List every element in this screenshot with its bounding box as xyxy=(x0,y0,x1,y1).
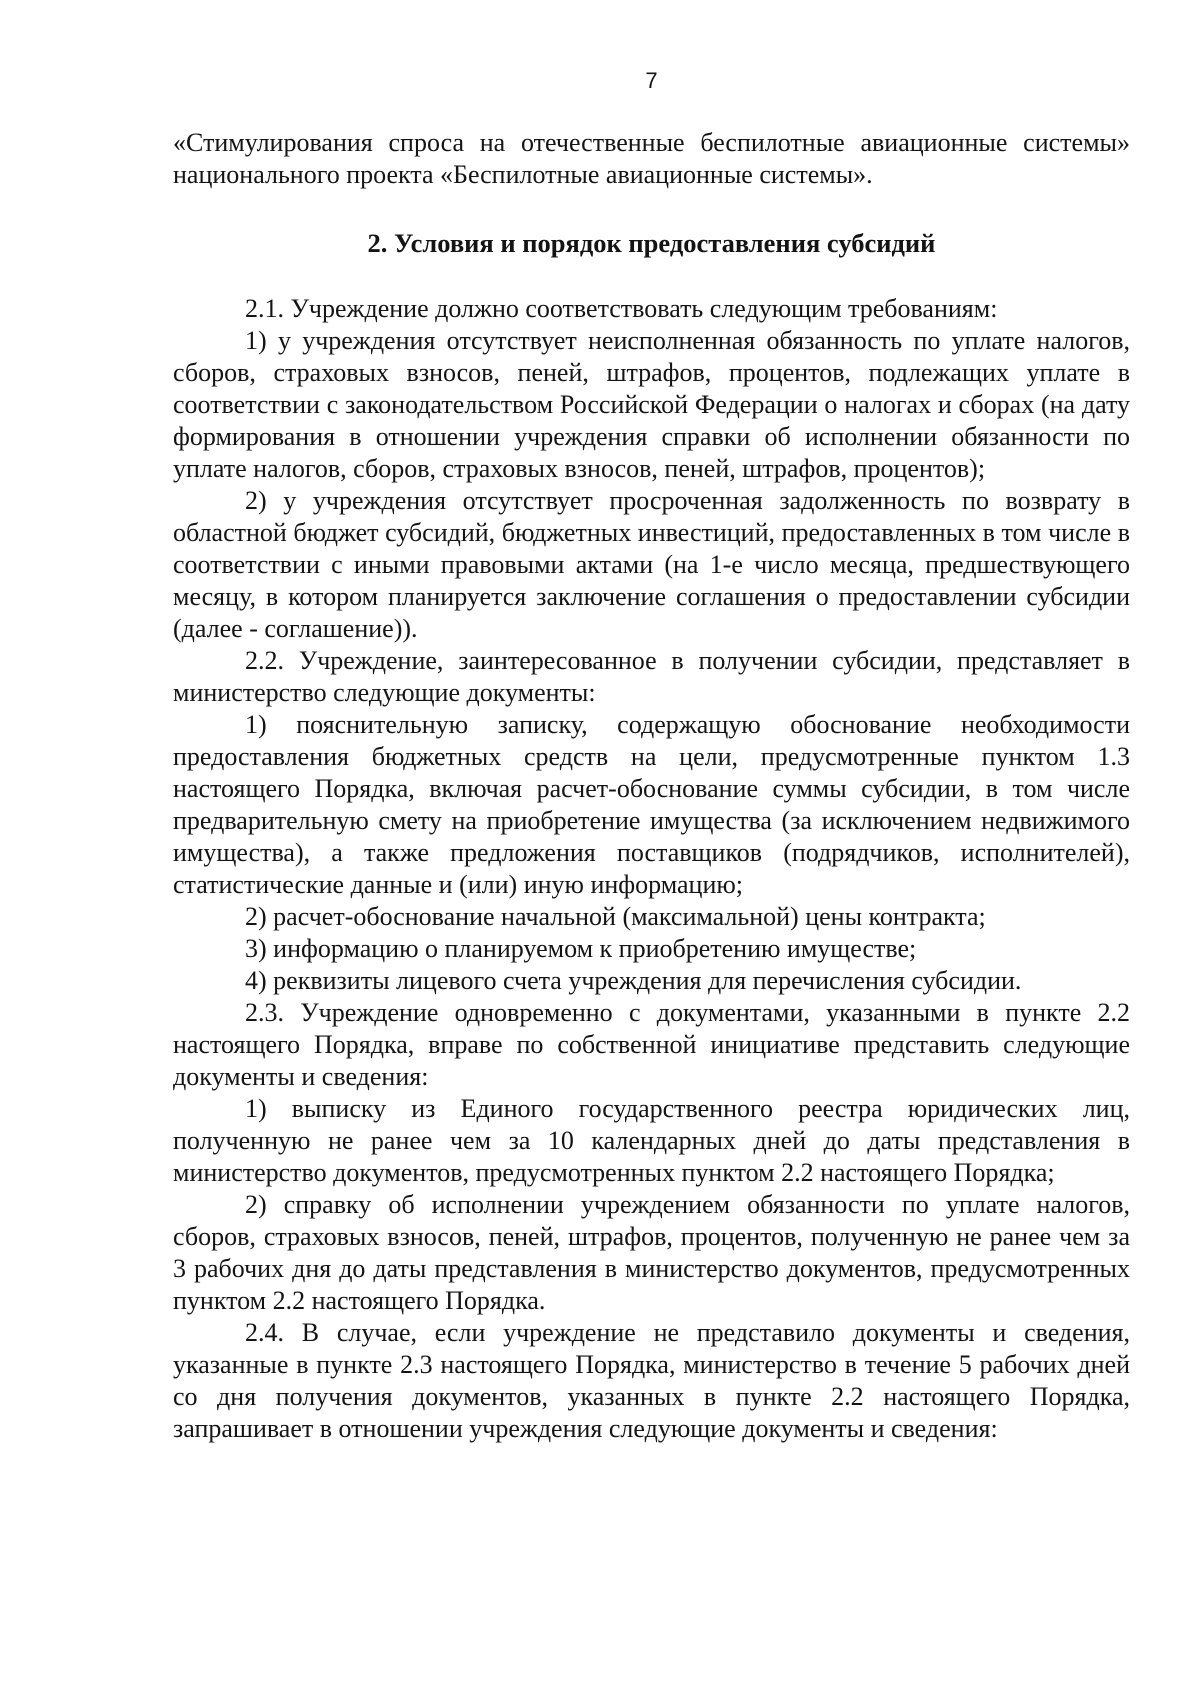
paragraph-2-2-item-4: 4) реквизиты лицевого счета учреждения для перечисления субсидии. xyxy=(245,966,1022,995)
paragraph-2-1-item-1: 1) у учреждения отсутствует неисполненная обязанность по уплате налогов, сборов, страховых взносов, пеней, штрафов, процентов, подлежащих уплате в соответствии с законодательством Российской Федерации о налогах и сборах (на дату формирования в отношении учреждения справки об исполнении обязанности по уплате налогов, сборов, страховых взносов, пеней, штрафов, процентов); xyxy=(173,326,1130,483)
paragraph-2-2-item-1: 1) пояснительную записку, содержащую обоснование необходимости предоставления бюджетных средств на цели, предусмотренные пунктом 1.3 настоящего Порядка, включая расчет-обоснование суммы субсидии, в том числе предварительную смету на приобретение имущества (за исключением недвижимого имущества), а также предложения поставщиков (подрядчиков, исполнителей), статистические данные и (или) иную информацию; xyxy=(173,710,1130,899)
intro-paragraph: «Стимулирования спроса на отечественные беспилотные авиационные системы» национального проекта «Беспилотные авиационные системы». xyxy=(173,128,1130,189)
paragraph-2-3-item-2: 2) справку об исполнении учреждением обязанности по уплате налогов, сборов, страховых взносов, пеней, штрафов, процентов, полученную не ранее чем за 3 рабочих дня до даты представления в министерство документов, предусмотренных пунктом 2.2 настоящего Порядка. xyxy=(173,1190,1130,1315)
paragraph-2-2: 2.2. Учреждение, заинтересованное в получении субсидии, представляет в министерство следующие документы: xyxy=(173,646,1130,707)
document-body xyxy=(173,127,1130,1445)
paragraph-2-2-item-2: 2) расчет-обоснование начальной (максимальной) цены контракта; xyxy=(245,902,986,931)
paragraph-2-4: 2.4. В случае, если учреждение не представило документы и сведения, указанные в пункте 2.3 настоящего Порядка, министерство в течение 5 рабочих дней со дня получения документов, указанных в пункте 2.2 настоящего Порядка, запрашивает в отношении учреждения следующие документы и сведения: xyxy=(173,1318,1130,1443)
page-number: 7 xyxy=(645,68,658,93)
paragraph-2-1: 2.1. Учреждение должно соответствовать следующим требованиям: xyxy=(245,294,998,323)
paragraph-2-1-item-2: 2) у учреждения отсутствует просроченная задолженность по возврату в областной бюджет субсидий, бюджетных инвестиций, предоставленных в том числе в соответствии с иными правовыми актами (на 1-е число месяца, предшествующего месяцу, в котором планируется заключение соглашения о предоставлении субсидии (далее - соглашение)). xyxy=(173,486,1130,643)
paragraph-2-2-item-3: 3) информацию о планируемом к приобретению имуществе; xyxy=(245,934,917,963)
paragraph-2-3: 2.3. Учреждение одновременно с документами, указанными в пункте 2.2 настоящего Порядка, вправе по собственной инициативе представить следующие документы и сведения: xyxy=(173,998,1130,1091)
section-heading: 2. Условия и порядок предоставления субсидий xyxy=(367,228,936,258)
paragraph-2-3-item-1: 1) выписку из Единого государственного реестра юридических лиц, полученную не ранее чем за 10 календарных дней до даты представления в министерство документов, предусмотренных пунктом 2.2 настоящего Порядка; xyxy=(173,1094,1130,1187)
